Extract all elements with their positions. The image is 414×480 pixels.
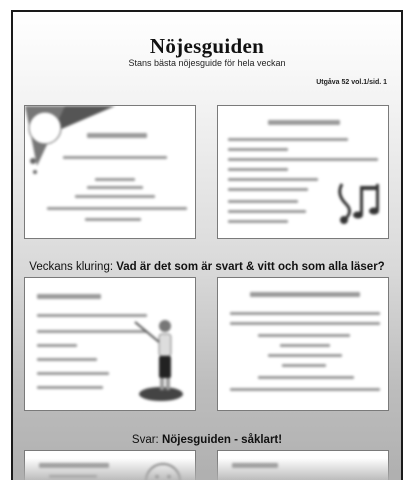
- issue-label: Utgåva 52 vol.1/sid. 1: [316, 79, 387, 86]
- ad-card-events: [217, 277, 389, 411]
- page-title: Nöjesguiden: [149, 34, 265, 58]
- music-notes-icon: [332, 176, 384, 228]
- puzzle-answer-prefix: Svar:: [131, 434, 159, 446]
- golfer-icon: [129, 314, 189, 404]
- ad-card-golf: [24, 277, 196, 411]
- ad-card-music-content: [218, 106, 388, 238]
- ad-card-lounge-content: [25, 106, 195, 238]
- ad-card-golf-content: [25, 278, 195, 410]
- puzzle-answer-text: Nöjesguiden - såklart!: [161, 434, 283, 446]
- ad-card-lounge: [24, 105, 196, 239]
- ad-card-events-content: [218, 278, 388, 410]
- newsletter-page: [11, 10, 403, 480]
- weekly-puzzle: [13, 261, 401, 273]
- puzzle-answer: [13, 434, 401, 446]
- weekly-puzzle-question: Vad är det som är svart & vitt och som alla läser?: [116, 261, 385, 273]
- ad-card-music: [217, 105, 389, 239]
- bottom-fade: [13, 458, 401, 480]
- sun-icon: [25, 106, 115, 186]
- page-subtitle: Stans bästa nöjesguide för hela veckan: [128, 58, 286, 68]
- weekly-puzzle-prefix: Veckans kluring:: [29, 261, 114, 273]
